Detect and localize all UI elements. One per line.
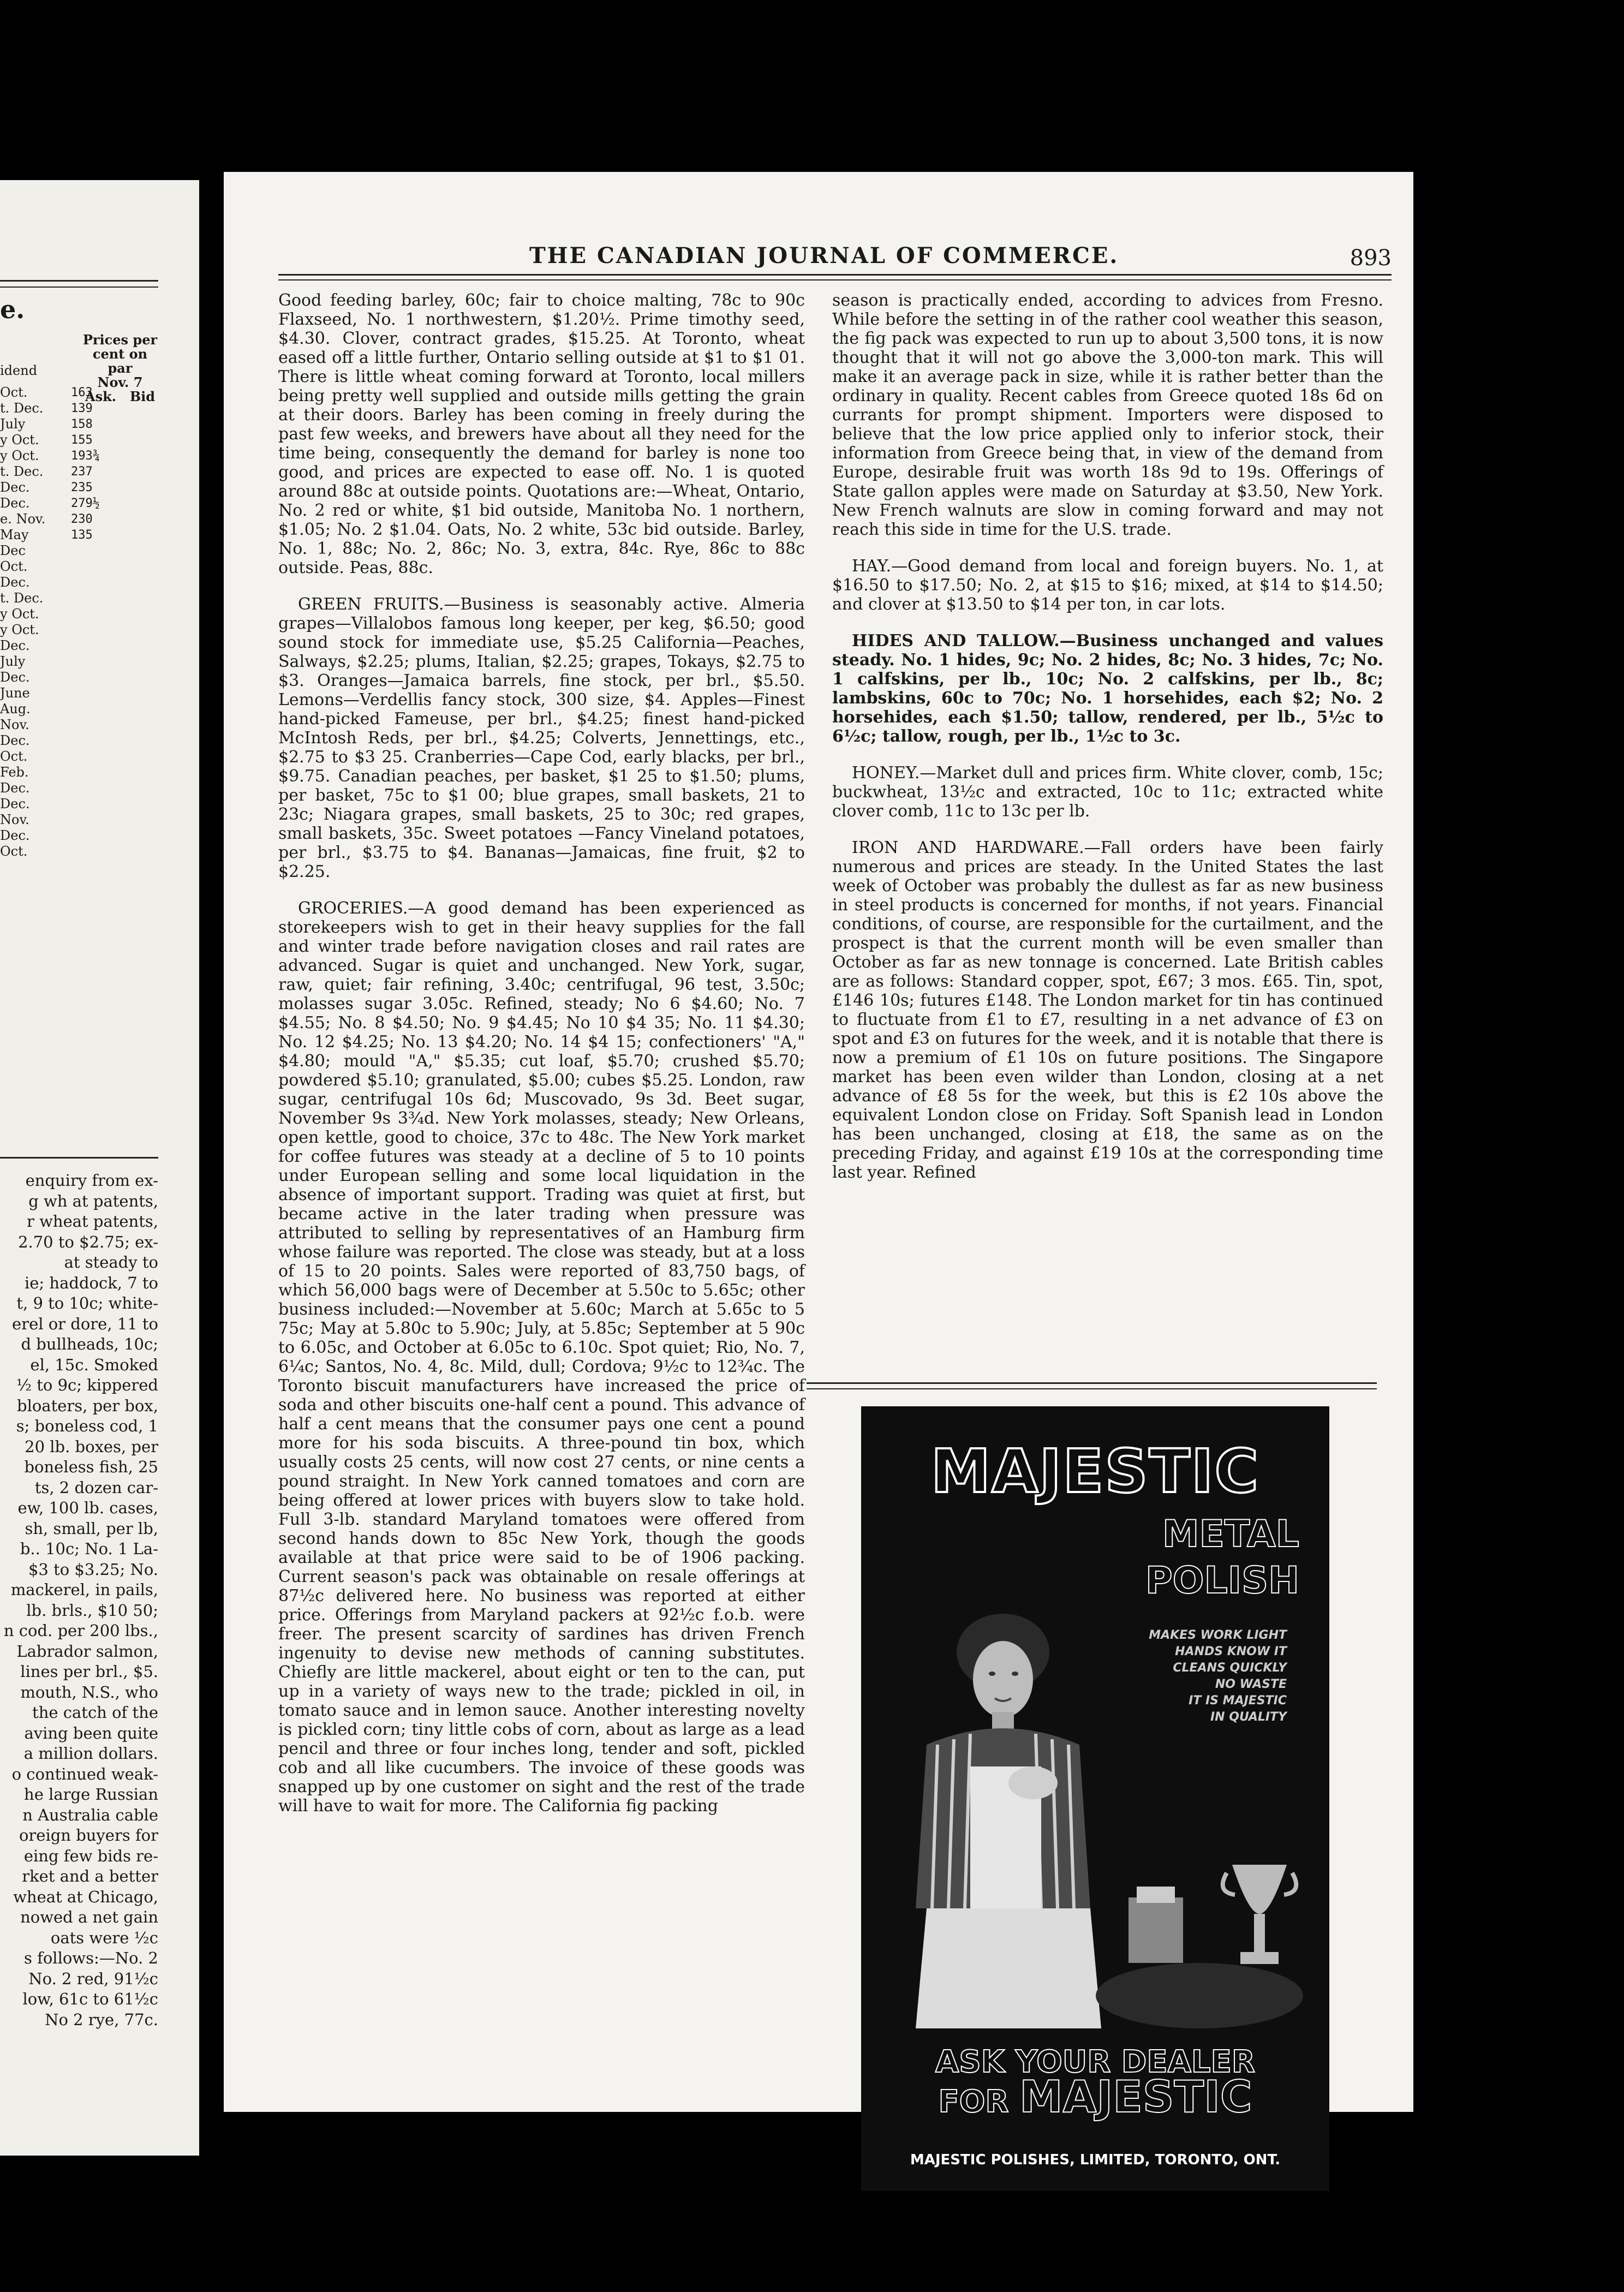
- strip-text-line: No 2 rye, 77c.: [45, 2010, 158, 2029]
- strip-text-line: erel or dore, 11 to: [12, 1314, 158, 1333]
- strip-month: Dec.: [0, 496, 30, 511]
- ad-ask-line: ASK YOUR DEALER: [935, 2044, 1255, 2080]
- strip-text-line: s; boneless cod, 1: [16, 1417, 158, 1435]
- strip-ask-value: 135: [71, 528, 93, 542]
- header-ask: Ask.: [85, 389, 117, 404]
- strip-month: Dec.: [0, 670, 30, 685]
- strip-month: y Oct.: [0, 606, 39, 622]
- strip-month: Nov.: [0, 717, 29, 732]
- strip-month: Oct.: [0, 385, 28, 400]
- ad-claim: IN QUALITY: [1210, 1710, 1287, 1724]
- paragraph-groceries: GROCERIES.—A good demand has been experienced as storekeepers wish to get in their heavy supplies for the fall and winter trade before navigation closes and rail rates are advanced. Sugar is quiet and unchanged. New York, sugar, raw, quiet; fair refining, 3.40c; centrifugal, 96 test, 3.50c; molasses sugar 3.05c. Refined, steady; No 6 $4.60; No. 7 $4.55; No. 8 $4.50; No. 9 $4.45; No 10 $4 35; No. 11 $4.30; No. 12 $4.25; No. 13 $4.20; No. 14 $4 15; confectioners' "A," $4.80; mould "A," $5.35; cut loaf, $5.70; crushed $5.70; powdered $5.10; granulated, $5.00; cubes $5.25. London, raw sugar, centrifugal 10s 6d; Muscovado, 9s 3d. Beet sugar, November 9s 3¾d. New York molasses, steady; New Orleans, open kettle, good to choice, 37c to 48c. The New York market for coffee futures was steady at a decline of 5 to 10 points under European selling and some local liquidation in the absence of important support. Trading was quiet at first, but became active in the later trading when pressure was attributed to selling by representatives of an Hamburg firm whose failure was reported. The close was steady, but at a loss of 15 to 20 points. Sales were reported of 83,750 bags, of which 56,000 bags were of December at 5.50c to 5.65c; other business included:—November at 5.60c; March at 5.65c to 5 75c; May at 5.80c to 5.90c; July, at 5.85c; September at 5 90c to 6.05c, and October at 6.05c to 6.10c. Spot quiet; Rio, No. 7, 6¼c; Santos, No. 4, 8c. Mild, dull; Cordova; 9½c to 12¾c. The Toronto biscuit manufacturers have increased the price of soda and other biscuits one-half cent a pound. This advance of half a cent means that the consumer pays one cent a pound more for his soda biscuits. A three-pound tin box, which usually costs 25 cents, will now cost 27 cents, or nine cents a pound straight. In New York canned tomatoes and corn are being offered at lower prices with buyers slow to take hold. Full 3-lb. standard Maryland tomatoes were offered from second hands down to 85c New York, though the goods available at that price were said to be of 1906 packing. Current season's pack was obtainable on resale offerings at 87½c delivered here. No business was reported at either price. Offerings from Maryland packers at 92½c f.o.b. were freer. The present scarcity of sardines has driven French ingenuity to devise new methods of canning substitutes. Chiefly are little mackerel, about eight or ten to the can, put up in a variety of ways new to the trade; pickled in oil, in tomato sauce and in lemon sauce. Another interesting novelty is pickled corn; tiny little cobs of corn, about as large as a lead pencil and three or four inches long, tender and soft, pickled cob and all like cucumbers. The invoice of these goods was snapped up by one customer on sight and the rest of the trade will have to wait for more. The California fig packing: [278, 899, 805, 1816]
- strip-month: Dec: [0, 543, 26, 558]
- strip-text-line: aving been quite: [24, 1723, 158, 1742]
- strip-month: July: [0, 416, 26, 432]
- ad-claim: NO WASTE: [1215, 1678, 1287, 1691]
- paragraph-fig: season is practically ended, according to advices from Fresno. While before the setting in of the rather cool weather this season, the fig pack was expected to run up to about 3,500 tons, it is now thought that it will not go above the 3,000-ton mark. This will make it an average pack in size, while it is rather better than the ordinary in quality. Recent cables from Greece quoted 18s 6d on currants for prompt shipment. Importers were disposed to believe that the low price applied only to inferior stock, their information from Greece being that, in view of the demand from Europe, desirable fruit was worth 18s 9d to 19s. Offerings of State gallon apples were made on Saturday at $3.50, New York. New French walnuts are slow in coming forward and may not reach this side in time for the U.S. trade.: [832, 291, 1383, 539]
- ad-footer: MAJESTIC POLISHES, LIMITED, TORONTO, ONT.: [910, 2152, 1281, 2168]
- strip-text-line: boneless fish, 25: [24, 1458, 158, 1476]
- strip-month: Oct.: [0, 749, 28, 764]
- strip-rule: [0, 280, 158, 282]
- strip-month: t. Dec.: [0, 590, 44, 606]
- ad-claim: CLEANS QUICKLY: [1173, 1661, 1287, 1675]
- strip-ask-value: 230: [71, 512, 93, 526]
- strip-text-line: g wh at patents,: [28, 1191, 158, 1210]
- strip-ask-value: 237: [71, 465, 93, 479]
- strip-month: y Oct.: [0, 448, 39, 463]
- strip-text-line: low, 61c to 61½c: [22, 1990, 158, 2008]
- strip-month: Aug.: [0, 701, 31, 717]
- ad-sub-polish: POLISH: [1145, 1559, 1299, 1602]
- strip-text-line: d bullheads, 10c;: [21, 1335, 158, 1353]
- strip-text-line: he large Russian: [24, 1785, 158, 1804]
- strip-text-line: n Australia cable: [22, 1805, 158, 1824]
- strip-month: t. Dec.: [0, 464, 44, 479]
- strip-text-line: ½ to 9c; kippered: [16, 1376, 158, 1394]
- strip-month: t. Dec.: [0, 401, 44, 416]
- page-number: 893: [1350, 246, 1392, 271]
- strip-month: y Oct.: [0, 432, 39, 447]
- strip-ask-value: 158: [71, 417, 93, 431]
- paragraph-honey: HONEY.—Market dull and prices firm. White clover, comb, 15c; buckwheat, 13½c and extracted, 10c to 11c; extracted white clover comb, 11c to 13c per lb.: [832, 763, 1383, 821]
- strip-text-line: a million dollars.: [23, 1744, 158, 1763]
- strip-text-line: eing few bids re-: [23, 1846, 158, 1865]
- ad-headline: MAJESTIC: [930, 1436, 1260, 1506]
- strip-text-line: t, 9 to 10c; white-: [16, 1294, 158, 1312]
- ad-claim: MAKES WORK LIGHT: [1149, 1628, 1287, 1642]
- trophy-illustration: [1096, 1843, 1303, 2039]
- ad-sub-metal: METAL: [1162, 1513, 1299, 1556]
- strip-text-line: ie; haddock, 7 to: [24, 1273, 158, 1292]
- strip-month: e. Nov.: [0, 511, 46, 527]
- header-line: cent on par: [92, 346, 148, 376]
- strip-text-line: rket and a better: [22, 1867, 158, 1885]
- strip-ask-value: 235: [71, 481, 93, 494]
- strip-ask-value: 279½: [71, 497, 100, 510]
- ad-ask-prefix: FOR: [938, 2084, 1009, 2120]
- paragraph-grain: Good feeding barley, 60c; fair to choice malting, 78c to 90c Flaxseed, No. 1 northwestern, $1.20½. Prime timothy seed, $4.30. Clover, contract grades, $15.25. At Toronto, wheat eased off a little further, Ontario selling outside at $1 to $1 01. There is little wheat coming forward at Toronto, local millers being pretty well supplied and outside mills getting the grain at their doors. Barley has been coming in freely during the past few weeks, and brewers have about all they need for the time being, consequently the demand for barley is none too good, and prices are expected to ease off. No. 1 is quoted around 88c at outside points. Quotations are:—Wheat, Ontario, No. 2 red or white, $1 bid outside, Manitoba No. 1 northern, $1.05; No. 2 $1.04. Oats, No. 2 white, 53c bid outside. Barley, No. 1, 88c; No. 2, 86c; No. 3, extra, 84c. Rye, 86c to 88c outside. Peas, 88c.: [278, 291, 805, 577]
- adjacent-page-strip: [0, 180, 199, 2156]
- strip-text-line: 2.70 to $2.75; ex-: [18, 1232, 158, 1251]
- header-bid: Bid: [129, 389, 155, 404]
- paragraph-hay: HAY.—Good demand from local and foreign buyers. No. 1, at $16.50 to $17.50; No. 2, at $15 to $16; mixed, at $14 to $14.50; and clover at $13.50 to $14 per ton, in car lots.: [832, 557, 1383, 614]
- ad-call-to-action: [861, 2045, 1329, 2120]
- journal-title: THE CANADIAN JOURNAL OF COMMERCE.: [529, 243, 1119, 268]
- strip-text-line: at steady to: [64, 1253, 158, 1272]
- strip-month: Dec.: [0, 780, 30, 796]
- strip-text-line: nowed a net gain: [20, 1908, 158, 1926]
- left-column: [278, 291, 805, 1833]
- strip-text-line: mouth, N.S., who: [20, 1682, 158, 1702]
- strip-month: Dec.: [0, 828, 30, 843]
- paragraph-green-fruits: GREEN FRUITS.—Business is seasonably active. Almeria grapes—Villalobos famous long keeper, per keg, $6.50; good sound stock for immediate use, $5.25 California—Peaches, Salways, $2.25; plums, Italian, $2.25; grapes, Tokays, $2.75 to $3. Oranges—Jamaica barrels, fine stock, per brl., $5.50. Lemons—Verdellis fancy stock, 300 size, $4. Apples—Finest hand-picked Fameuse, per brl., $4.25; finest hand-picked McIntosh Reds, per brl., $4.25; Colverts, Jennettings, etc., $2.75 to $3 25. Cranberries—Cape Cod, early blacks, per brl., $9.75. Canadian peaches, per basket, $1 25 to $1.50; plums, per basket, 75c to $1 00; blue grapes, small baskets, 21 to 23c; Niagara grapes, small baskets, 25 to 30c; red grapes, small baskets, 35c. Sweet potatoes —Fancy Vineland potatoes, per brl., $3.75 to $4. Bananas—Jamaicas, fine fruit, $2 to $2.25.: [278, 595, 805, 881]
- strip-month: Dec.: [0, 733, 30, 748]
- strip-col-label: idend: [0, 363, 38, 378]
- ad-rule: [807, 1382, 1377, 1384]
- strip-ask-value: 155: [71, 433, 93, 447]
- ad-rule-2: [807, 1388, 1377, 1389]
- strip-text-line: ts, 2 dozen car-: [34, 1478, 158, 1497]
- strip-month: May: [0, 527, 29, 542]
- strip-asks: [71, 385, 153, 543]
- strip-text-line: Labrador salmon,: [16, 1642, 158, 1661]
- paragraph-iron: IRON AND HARDWARE.—Fall orders have been fairly numerous and prices are steady. In the United States the last week of October was probably the dullest as far as new business in steel products is concerned for months, if not years. Financial conditions, of course, are responsible for the curtailment, and the prospect is that the current month will be even smaller than October as far as new tonnage is concerned. Late British cables are as follows: Standard copper, spot, £67; 3 mos. £65. Tin, spot, £146 10s; futures £148. The London market for tin has continued to fluctuate from £1 to £7, resulting in a net advance of £3 on spot and £3 on futures for the week, and it is notable that there is now a premium of £1 10s on future positions. The Singapore market has been even wilder than London, closing at a net advance of £8 5s for the week, but this is £2 10s above the equivalent London close on Friday. Soft Spanish lead in London has been unchanged, closing at £18, the same as on the preceding Friday, and against £19 10s at the corresponding time last year. Refined: [832, 838, 1383, 1182]
- header-rule-2: [278, 279, 1392, 280]
- strip-text-line: b.. 10c; No. 1 La-: [20, 1539, 158, 1558]
- strip-text-line: el, 15c. Smoked: [30, 1355, 158, 1374]
- strip-month: Nov.: [0, 812, 29, 827]
- ad-claim: IT IS MAJESTIC: [1189, 1694, 1287, 1708]
- strip-text-line: lines per brl., $5.: [20, 1662, 158, 1681]
- strip-text-line: oreign buyers for: [19, 1826, 158, 1845]
- strip-text-line: the catch of the: [32, 1703, 158, 1722]
- strip-text-line: r wheat patents,: [26, 1212, 158, 1231]
- strip-month: Dec.: [0, 575, 30, 590]
- woman-illustration: [894, 1603, 1123, 2028]
- paragraph-hides: HIDES AND TALLOW.—Business unchanged and values steady. No. 1 hides, 9c; No. 2 hides, 8c; No. 3 hides, 7c; No. 1 calfskins, per lb., 10c; No. 2 calfskins, per lb., 8c; lambskins, 60c to 70c; No. 1 horsehides, each $2; No. 2 horsehides, each $1.50; tallow, rendered, per lb., 5½c to 6½c; tallow, rough, per lb., 1½c to 3c.: [832, 631, 1383, 746]
- strip-text-line: o continued weak-: [11, 1764, 158, 1783]
- strip-text-line: 20 lb. boxes, per: [25, 1437, 158, 1456]
- strip-text-line: n cod. per 200 lbs.,: [3, 1621, 158, 1640]
- strip-months: [0, 385, 60, 860]
- strip-text-line: oats were ½c: [50, 1928, 158, 1947]
- strip-ask-value: 163: [71, 386, 93, 399]
- strip-month: July: [0, 654, 26, 669]
- strip-ask-value: 139: [71, 402, 93, 415]
- header-rule: [278, 274, 1392, 276]
- strip-text-line: s follows:—No. 2: [24, 1949, 158, 1967]
- strip-month: Dec.: [0, 796, 30, 811]
- strip-month: Dec.: [0, 480, 30, 495]
- strip-month: Dec.: [0, 638, 30, 653]
- strip-rule-2: [0, 286, 158, 288]
- strip-month: y Oct.: [0, 622, 39, 637]
- strip-text-line: $3 to $3.25; No.: [28, 1560, 158, 1579]
- strip-rule-3: [0, 1157, 158, 1159]
- strip-text-line: bloaters, per box,: [17, 1396, 158, 1415]
- strip-month: June: [0, 685, 30, 701]
- header-line: Prices per: [82, 332, 158, 348]
- strip-text-line: sh, small, per lb,: [25, 1519, 158, 1538]
- ad-claim: HANDS KNOW IT: [1175, 1645, 1287, 1658]
- strip-ask-value: 193¾: [71, 449, 100, 463]
- ad-ask-brand: MAJESTIC: [1019, 2072, 1252, 2122]
- strip-month: Oct.: [0, 844, 28, 859]
- header-line: Nov. 7: [97, 374, 143, 390]
- right-column: [832, 291, 1383, 1199]
- strip-text-line: lb. brls., $10 50;: [26, 1601, 158, 1620]
- strip-text-line: No. 2 red, 91½c: [28, 1969, 158, 1988]
- strip-text-line: wheat at Chicago,: [13, 1887, 158, 1906]
- strip-text: [0, 1171, 158, 2030]
- strip-month: Feb.: [0, 765, 29, 780]
- strip-text-line: ew, 100 lb. cases,: [17, 1499, 158, 1517]
- strip-month: Oct.: [0, 559, 28, 574]
- majestic-advertisement: [861, 1406, 1329, 2191]
- strip-text-line: enquiry from ex-: [25, 1171, 158, 1190]
- strip-heading: e.: [0, 295, 25, 324]
- strip-text-line: mackerel, in pails,: [10, 1580, 158, 1599]
